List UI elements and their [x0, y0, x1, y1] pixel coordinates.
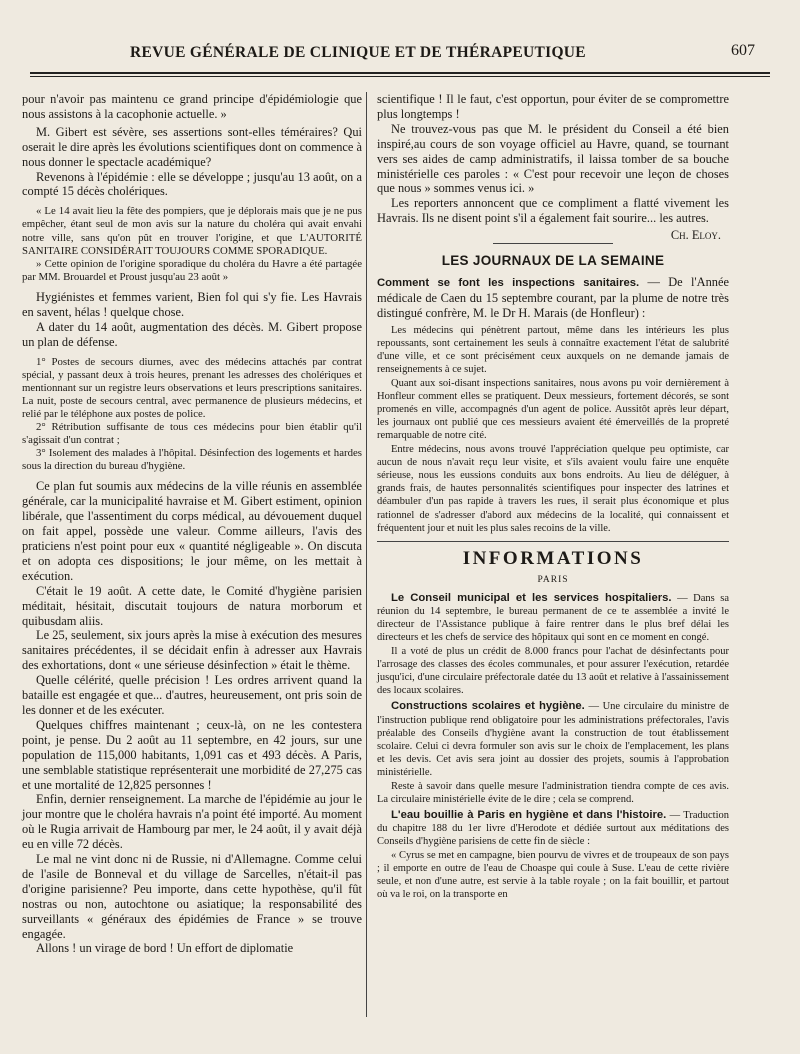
- quote: 1° Postes de secours diurnes, avec des médecins attachés par contrat spécial, y passant deux à trois heures, prenant les adresses des cholériques et mentionnant sur un registre leurs observations et leurs prescriptions sanitaires. La nuit, poste de secours central, avec permanence de plusieurs médecins, et relié par le téléphone aux postes de police.: [22, 355, 362, 420]
- header-rule: [30, 72, 770, 74]
- quote: 2° Rétribution suffisante de tous ces médecins pour bien établir qu'il s'agissait d'un contrat ;: [22, 421, 362, 447]
- informations-rule: [377, 541, 729, 544]
- article-intro: [377, 275, 729, 321]
- page-number: 607: [731, 42, 755, 59]
- header-rule-thin: [30, 76, 770, 77]
- paragraph: Le 25, seulement, six jours après la mise à exécution des mesures sanitaires précédentes, il se décidait enfin à adresser aux Havrais des exhortations, dont « une sérieuse désinfection » était le thème.: [22, 628, 362, 673]
- paragraph: Le mal ne vint donc ni de Russie, ni d'Allemagne. Comme celui de l'asile de Bonneval et du village de Sarcelles, n'était-il pas d'origine parisienne? Peu importe, dans cette hypothèse, qu'il fût nostras ou non, autochtone ou asiatique; la responsabilité des surveillants « généraux des épidémies de France » se trouve engagée.: [22, 852, 362, 941]
- info-lead: Constructions scolaires et hygiène.: [391, 700, 585, 713]
- column-divider: [366, 92, 367, 1017]
- paragraph: pour n'avoir pas maintenu ce grand principe d'épidémiologie que nous assistons à la cacophonie actuelle. »: [22, 92, 362, 121]
- quote: Quant aux soi-disant inspections sanitaires, nous avons pu voir dernièrement à Honfleur comment elles se pratiquent. Deux messieurs, fortement décorés, se sont promenés en ville, accompagnés d'un agent de police. Aussitôt après leur départ, les journaux ont publié que ces messieurs avaient été émerveillés de la propreté remarquable de notre cité.: [377, 377, 729, 442]
- paragraph: Quelle célérité, quelle précision ! Les ordres arrivent quand la bataille est engagée et que... d'autres, heureusement, ont pris soin de les donner et de les exécuter.: [22, 673, 362, 717]
- quote: « Le 14 avait lieu la fête des pompiers, que je déplorais mais que je ne pus empêcher, étant seul de mon avis sur la nature du choléra qui avait envahi notre ville, sans qu'on pût en trouver l'origine, et que L'AUTORITÉ SANITAIRE CONSIDÉRAIT TOUJOURS COMME SPORADIQUE.: [22, 205, 362, 257]
- quote: Les médecins qui pénètrent partout, même dans les intérieurs les plus repoussants, sont certainement les seuls à connaître exactement l'état de salubrité d'une ville, et ce sont précisément ceux auxquels on ne demande jamais de renseignements à ce sujet.: [377, 324, 729, 376]
- article-text: — De l'Année médicale de Caen du 15 septembre courant, par la plume de notre très distingué confrère, M. le Dr H. Marais (de Honfleur) :: [377, 274, 729, 320]
- article-lead: Comment se font les inspections sanitaires.: [377, 276, 640, 289]
- paragraph: Hygiénistes et femmes varient, Bien fol qui s'y fie. Les Havrais en savent, hélas ! quelque chose.: [22, 289, 362, 319]
- info-text: — Traduction du chapitre 188 du 1er livre d'Herodote et dédiée surtout aux méditations des Conseils d'hygiène parisiens de cette fin de siècle :: [377, 810, 729, 848]
- info-paragraph: Il a voté de plus un crédit de 8.000 francs pour l'achat de désinfectants pour l'arrosage des classes des écoles communales, et pour assurer l'exécution, retardée jusqu'ici, d'une circulaire préfectorale datée du 13 août et relative à l'assainissement des locaux scolaires.: [377, 645, 729, 697]
- sub-heading-paris: PARIS: [537, 574, 569, 585]
- paragraph: Enfin, dernier renseignement. La marche de l'épidémie au jour le jour montre que le choléra havrais n'a point été importé. Au moment où le Rugia arrivait de Hambourg par mer, le 24 août, il y avait déjà eu en ville 72 décès.: [22, 792, 362, 852]
- quote: Entre médecins, nous avons trouvé l'appréciation quelque peu optimiste, car aucun de nous n'avait reçu leur visite, et s'ils avaient voulu faire une enquête sérieuse, nous les eussions conduits aux bons endroits. Au lieu de déléguer, à grands frais, de hautes personnalités scientifiques pour inspecter des latrines et déambuler d'un pas rapide à travers les rues, il serait plus économique et plus rationnel de s'adresser d'abord aux médecins de la localité, qui connaissent et fréquentent jour et nuit les plus sales recoins de la ville.: [377, 443, 729, 534]
- paragraph: scientifique ! Il le faut, c'est opportun, pour éviter de se compromettre plus longtemps !: [377, 92, 729, 121]
- info-paragraph: Reste à savoir dans quelle mesure l'administration tiendra compte de ces avis. La circulaire ministérielle évite de le dire ; cela se comprend.: [377, 780, 729, 805]
- paragraph: M. Gibert est sévère, ses assertions sont-elles téméraires? Qui oserait le dire après les évolutions scientifiques dont on commence à nous donner le spectacle académique?: [22, 124, 362, 169]
- info-item: [377, 809, 729, 849]
- paragraph: Allons ! un virage de bord ! Un effort de diplomatie: [36, 941, 294, 956]
- info-item: [377, 592, 729, 645]
- right-column: [377, 92, 729, 901]
- section-title-journaux: LES JOURNAUX DE LA SEMAINE: [441, 253, 665, 269]
- info-quote: « Cyrus se met en campagne, bien pourvu de vivres et de troupeaux de son pays ; il emporte en outre de l'eau de Choaspe qui coule à Suse. L'eau de cette rivière seule, et non d'une autre, est servie à la table royale ; on la fait bouillir, et partout où va le roi, on la transporte en: [377, 849, 729, 901]
- info-text: — Dans sa réunion du 14 septembre, le bureau permanent de ce te assemblée a invité le directeur de l'Assistance publique à faire rentrer dans le plus bref délai les directeurs et les chefs de service des hôpitaux qui sont en ce moment en congé.: [377, 592, 730, 644]
- paragraph: Les reporters annoncent que ce compliment a flatté vivement les Havrais. Ils ne disent point s'il a également fait sourire... les autres.: [377, 196, 729, 226]
- signature: Ch. Eloy.: [670, 228, 721, 243]
- paragraph: Revenons à l'épidémie : elle se développe ; jusqu'au 13 août, on a compté 15 décès cholériques.: [22, 169, 362, 199]
- section-title-informations: INFORMATIONS: [462, 547, 644, 569]
- paragraph: Quelques chiffres maintenant ; ceux-là, on ne les contestera point, je pense. Du 2 août au 11 septembre, en 42 jours, sur une population de 115,000 habitants, 1,091 cas et 493 décès. A Paris, une semblable statistique représenterait une morbidité de 27,275 cas et une mortalité de 12,825 personnes !: [22, 717, 362, 792]
- section-rule: [493, 243, 613, 244]
- left-column: [22, 92, 362, 956]
- paragraph: C'était le 19 août. A cette date, le Comité d'hygiène parisien méditait, hésitait, discutait toujours de natura morborum et quibusdam aliis.: [22, 583, 362, 628]
- page-header: [30, 40, 775, 70]
- info-item: [377, 700, 729, 779]
- paragraph: Ce plan fut soumis aux médecins de la ville réunis en assemblée générale, car la municipalité havraise et M. Gibert estiment, opinion libérale, que l'assentiment du corps médical, au dévouement duquel on fait appel, possède une valeur. Comme ailleurs, l'avis des praticiens n'est point pour eux « quantité négligeable ». On discuta et on adopta ces dispositions; le jour même, on les mettait à exécution.: [22, 479, 362, 583]
- quote: » Cette opinion de l'origine sporadique du choléra du Havre a été partagée par MM. Brouardel et Proust jusqu'au 23 août »: [22, 257, 362, 283]
- paragraph: Ne trouvez-vous pas que M. le président du Conseil a été bien inspiré,au cours de son voyage officiel au Havre, quand, se tournant vers ses aides de camp administratifs, il laissa tomber de sa bouche ministérielle ces paroles : « C'est pour recevoir une leçon de choses que nous » sommes venus ici. »: [377, 121, 729, 196]
- running-title: REVUE GÉNÉRALE DE CLINIQUE ET DE THÉRAPEUTIQUE: [130, 44, 586, 61]
- info-lead: L'eau bouillie à Paris en hygiène et dans l'histoire.: [391, 809, 667, 821]
- info-lead: Le Conseil municipal et les services hospitaliers.: [391, 591, 672, 604]
- paragraph: A dater du 14 août, augmentation des décès. M. Gibert propose un plan de défense.: [22, 319, 362, 349]
- quote: 3° Isolement des malades à l'hôpital. Désinfection des logements et hardes sous la direction du bureau d'hygiène.: [22, 447, 362, 473]
- info-text: — Une circulaire du ministre de l'instruction publique rend obligatoire pour les administrations préfectorales, l'avis préalable des Conseils d'hygiène avant la construction de tout établissement scolaire. Celui ci devra formuler son avis sur le choix de l'emplacement, les plans et les devis. Cet avis sera joint au dossier des projets, soumis à l'approbation ministérielle.: [377, 701, 729, 779]
